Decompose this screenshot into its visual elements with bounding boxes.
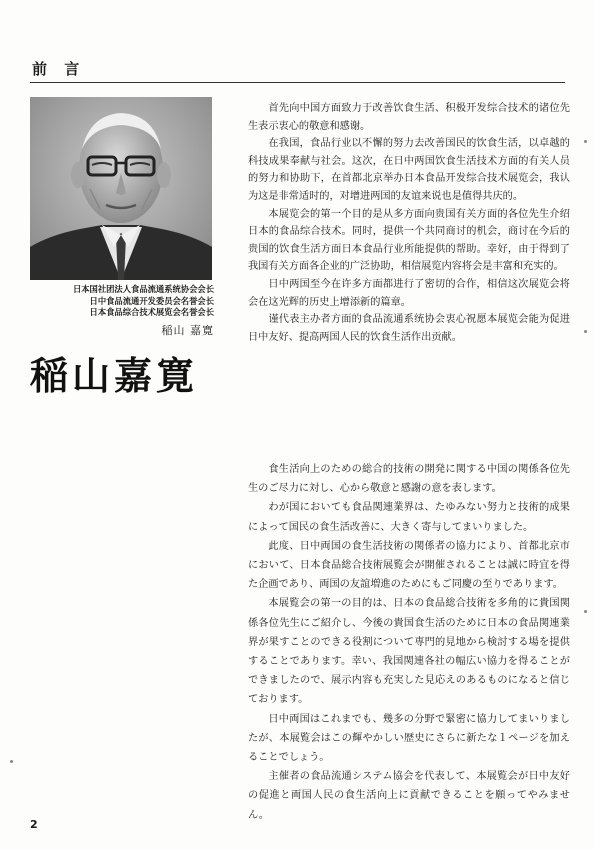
affiliation-line: 日中食品流通开发委员会名誉会长 [89, 295, 214, 306]
page-number: 2 [30, 818, 38, 831]
scan-mark [584, 610, 587, 613]
affiliation-list [24, 284, 214, 319]
japanese-preface-text [248, 460, 570, 825]
jp-paragraph: 主催者の食品流通システム協会を代表して、本展覧会が日中友好の促進と両国人民の食生活向上に貢献できることを願ってやみません。 [248, 771, 570, 821]
cn-paragraph: 在我国，食品行业以不懈的努力去改善国民的饮食生活，以卓越的科技成果奉献与社会。这次，在日中两国饮食生活技术方面的有关人员的努力和协助下，在首都北京举办日本食品开发综合技术展览会，我认为这是非常适时的，对增进两国的友谊来说也是值得共庆的。 [248, 138, 570, 202]
jp-paragraph: 日中両国はこれまでも、幾多の分野で緊密に協力してまいりましたが、本展覧会はこの輝やかしい歴史にさらに新たな１ページを加えることでしょう。 [248, 713, 570, 764]
jp-paragraph: わが国においても食品関連業界は、たゆみない努力と技術的成果によって国民の食生活改善に、大きく寄与してまいりました。 [248, 502, 570, 533]
heading-divider [30, 82, 565, 83]
handwritten-signature [30, 353, 205, 401]
svg-text:稲山嘉寛: 稲山嘉寛 [30, 353, 199, 397]
chinese-preface-text [248, 100, 570, 346]
affiliation-line: 日本食品综合技术展览会名誉会长 [89, 307, 214, 318]
cn-paragraph: 日中两国至今在许多方面都进行了密切的合作，相信这次展览会将会在这光辉的历史上增添新的篇章。 [248, 278, 570, 308]
page-heading: 前 言 [32, 60, 86, 78]
cn-paragraph: 本展览会的第一个目的是从多方面向贵国有关方面的各位先生介绍日本的食品综合技术。同时，提供一个共同商讨的机会，商讨在今后的贵国的饮食生活方面日本食品行业所能提供的帮助。幸好，由于得到了我国有关方面各企业的广泛协助，相信展览内容将会是丰富和充实的。 [248, 208, 570, 273]
jp-paragraph: 此度、日中両国の食生活技術の関係者の協力により、首都北京市において、日本食品総合技術展覧会が開催されることは誠に時宜を得た企画であり、両国の友誼増進のためにもご同慶の至りであります。 [248, 540, 570, 591]
signature-calligraphy [30, 353, 205, 397]
scan-mark [584, 330, 587, 333]
cn-paragraph: 谨代表主办者方面的食品流通系统协会衷心祝愿本展览会能为促进日中友好、提高两国人民的饮食生活作出贡献。 [248, 314, 570, 343]
jp-paragraph: 本展覧会の第一の目的は、日本の食品総合技術を多角的に貴国関係各位先生にご紹介し、今後の貴国食生活のために日本の食品関連業界が果すことのできる役割について専門的見地から検討する場を提供することであります。幸い、我国関連各社の幅広い協力を得ることができましたので、展示内容も充実した見応えのあるものになると信じております。 [248, 598, 570, 706]
scan-mark [584, 140, 587, 143]
portrait-illustration [30, 97, 212, 280]
cn-paragraph: 首先向中国方面致力于改善饮食生活、积极开发综合技术的诸位先生表示衷心的敬意和感谢。 [248, 103, 570, 132]
jp-paragraph: 食生活向上のための総合的技術の開発に関する中国の関係各位先生のご尽力に対し、心から敬意と感謝の意を表します。 [248, 464, 570, 495]
portrait-photo [30, 97, 212, 280]
scan-mark [10, 760, 13, 763]
author-name: 稲山 嘉寛 [161, 324, 214, 337]
affiliation-line: 日本国社团法人食品流通系统协会会长 [72, 284, 214, 294]
